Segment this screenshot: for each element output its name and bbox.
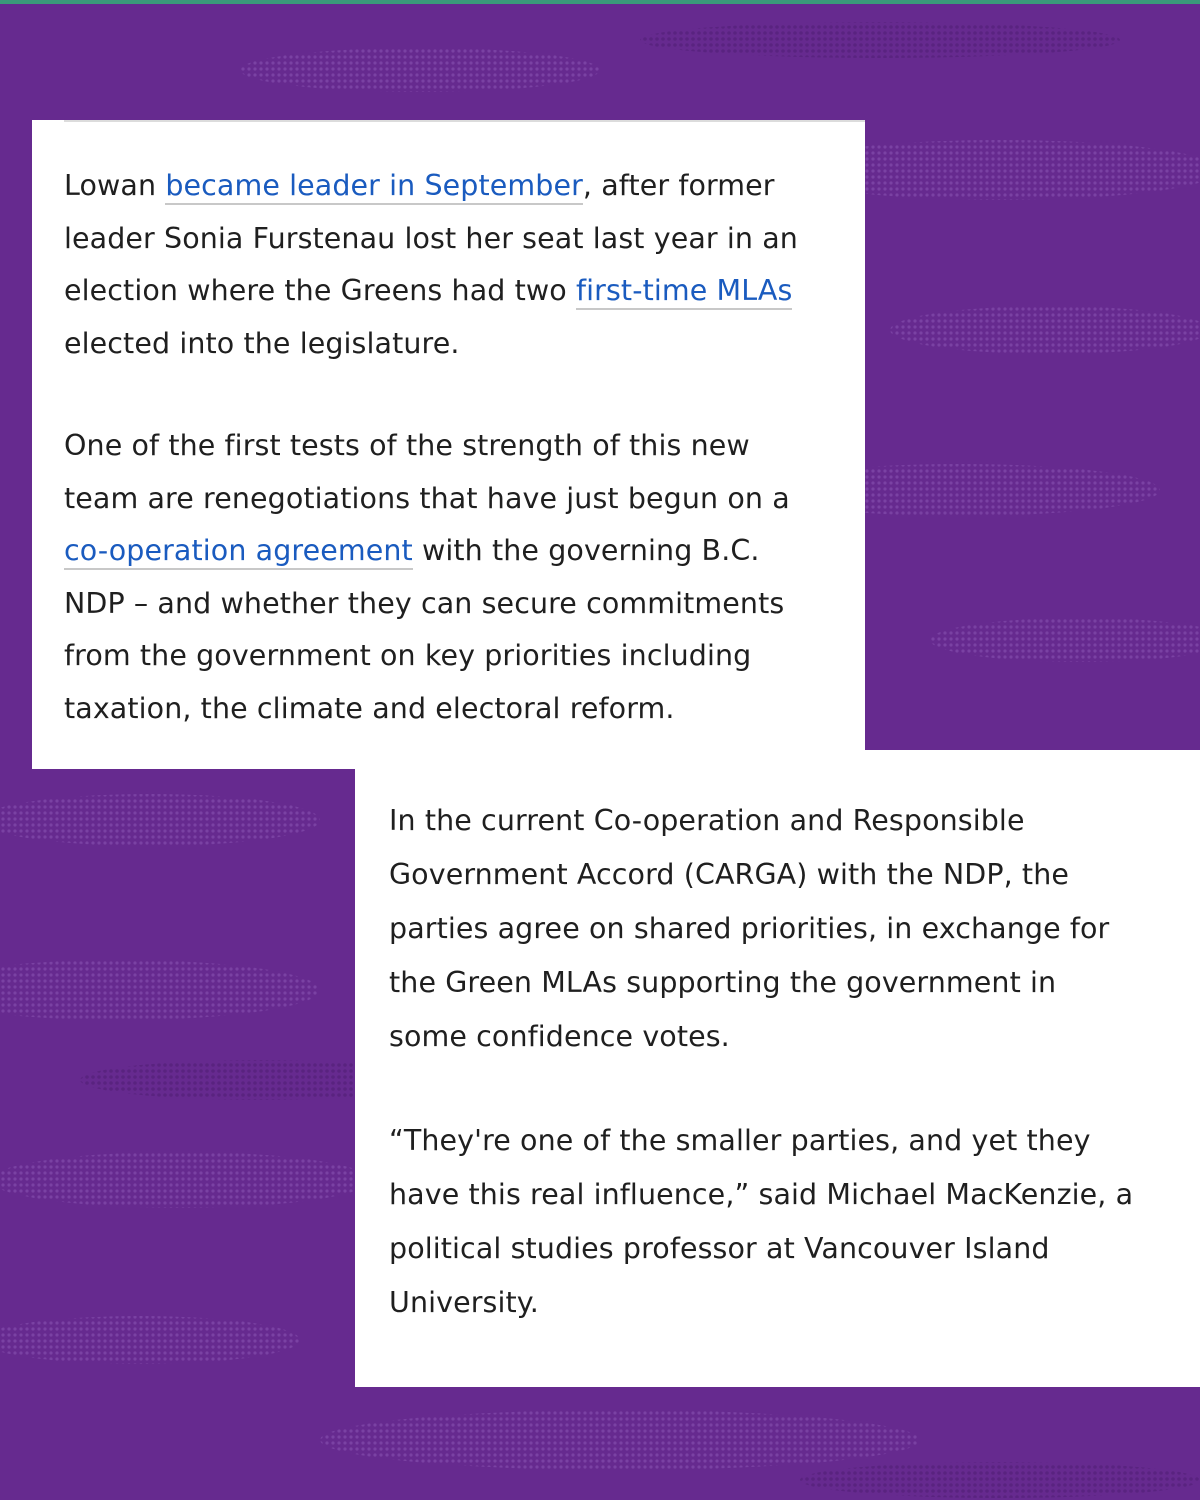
text-line: the Green MLAs supporting the government in — [389, 966, 1057, 999]
text-line: have this real influence,” said Michael MacKenzie, a — [389, 1178, 1134, 1211]
top-accent-strip — [0, 0, 1200, 4]
paragraph-lowan-leadership — [64, 160, 865, 370]
text-line: In the current Co-operation and Responsible — [389, 804, 1025, 837]
text-line: parties agree on shared priorities, in exchange for — [389, 912, 1110, 945]
text-fragment: Lowan — [64, 169, 166, 202]
text-line: from the government on key priorities including — [64, 639, 752, 672]
divider-line — [64, 120, 865, 122]
article-card-top — [32, 120, 865, 769]
paragraph-mackenzie-quote — [389, 1114, 1200, 1330]
link-co-operation-agreement[interactable]: co-operation agreement — [64, 534, 413, 570]
text-line: political studies professor at Vancouver Island — [389, 1232, 1050, 1265]
text-line: “They're one of the smaller parties, and yet they — [389, 1124, 1091, 1157]
text-line: taxation, the climate and electoral reform. — [64, 691, 675, 725]
text-line: One of the first tests of the strength of this new — [64, 429, 750, 462]
text-line: some confidence votes. — [389, 1020, 730, 1053]
text-line: team are renegotiations that have just begun on a — [64, 481, 790, 515]
text-line: University. — [389, 1286, 539, 1319]
link-first-time-mlas[interactable]: first-time MLAs — [576, 274, 792, 310]
text-line: Government Accord (CARGA) with the NDP, the — [389, 858, 1070, 891]
paragraph-first-tests — [64, 420, 865, 735]
text-fragment: , after former — [582, 169, 775, 202]
text-line: leader Sonia Furstenau lost her seat last year in an — [64, 221, 798, 255]
text-fragment: with the governing B.C. — [412, 534, 760, 567]
link-became-leader-in-september[interactable]: became leader in September — [165, 169, 583, 205]
text-fragment: election where the Greens had two — [64, 274, 577, 307]
text-line: NDP – and whether they can secure commitments — [64, 586, 785, 620]
paragraph-carga-accord — [389, 794, 1200, 1064]
article-card-bottom — [355, 750, 1200, 1387]
text-line: elected into the legislature. — [64, 326, 460, 360]
